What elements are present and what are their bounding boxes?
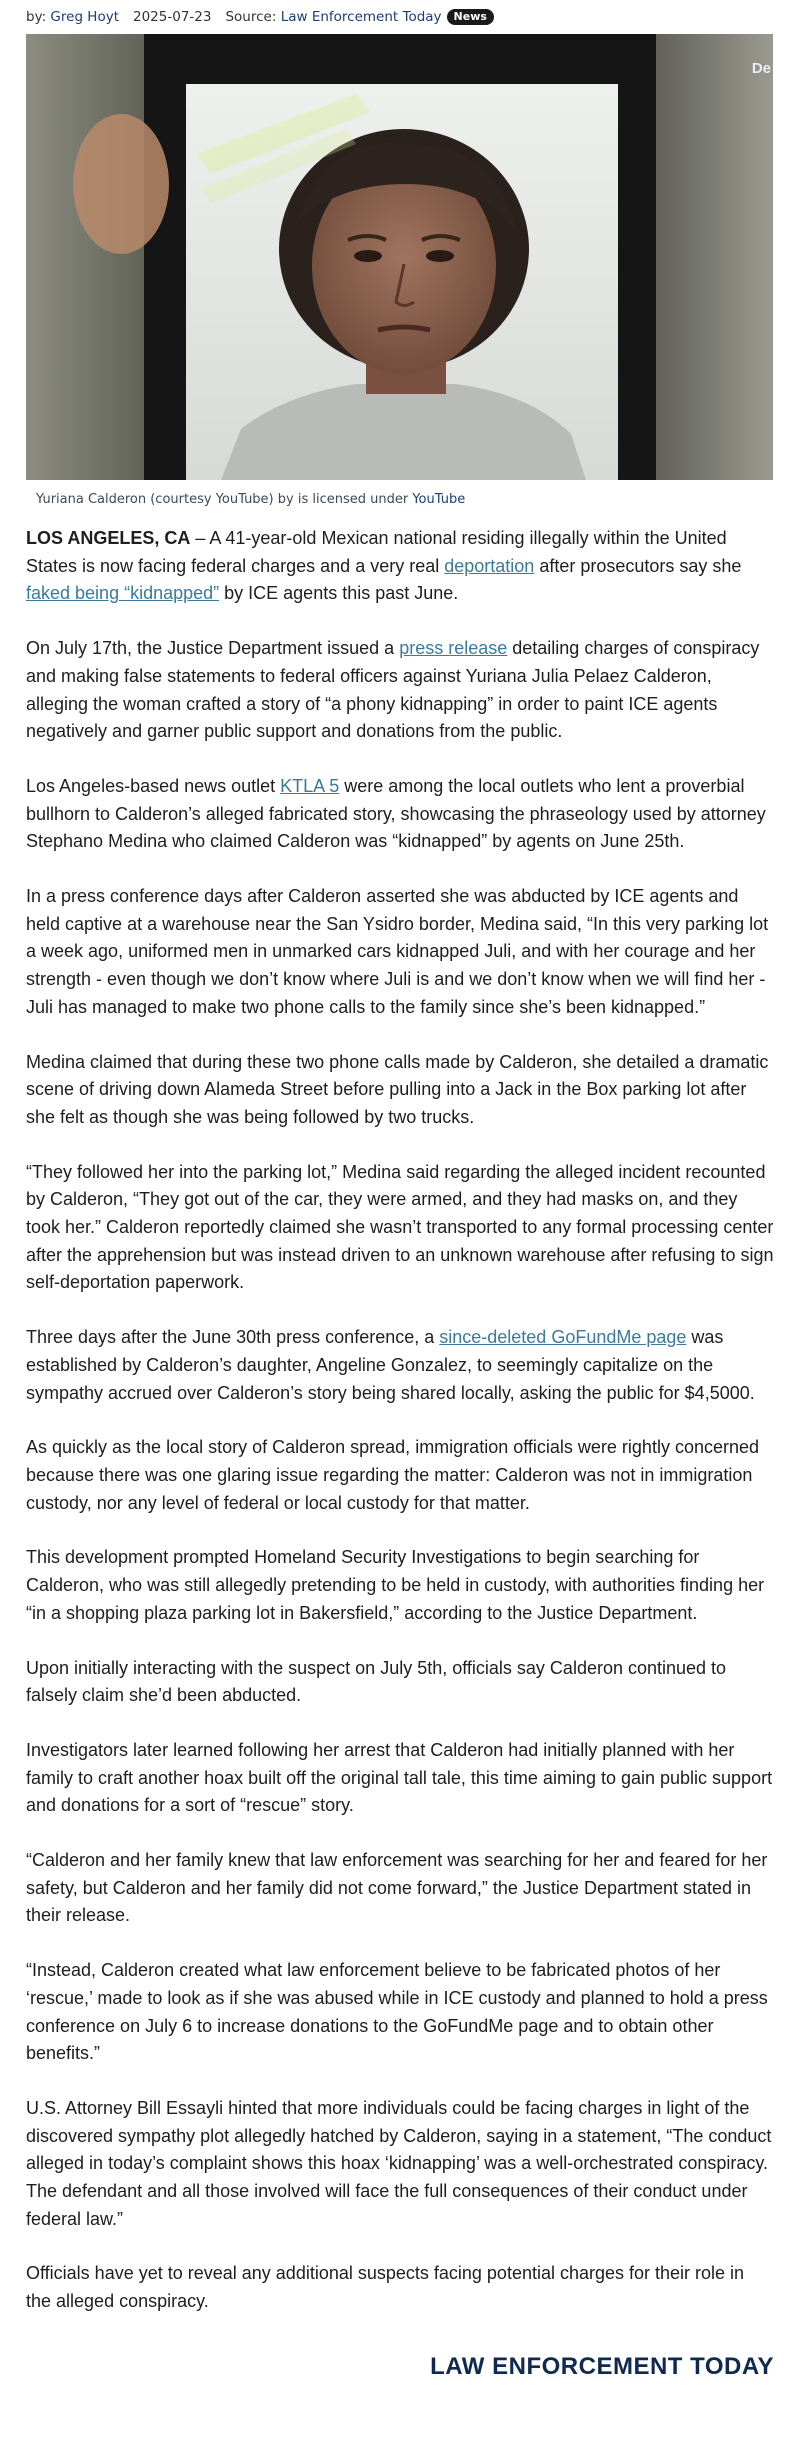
paragraph-2 bbox=[26, 635, 774, 746]
faked-kidnapped-link[interactable]: faked being “kidnapped” bbox=[26, 583, 220, 604]
byline-bar bbox=[26, 0, 774, 34]
press-release-link[interactable]: press release bbox=[399, 638, 508, 659]
paragraph-8: As quickly as the local story of Calderon spread, immigration officials were rightly concerned because there was one glaring issue regarding the matter: Calderon was not in immigration custody, nor any level of federal or local custody for that matter. bbox=[26, 1437, 759, 1513]
p3-text-1: Los Angeles-based news outlet bbox=[26, 775, 281, 796]
caption-subject: Yuriana Calderon (courtesy YouTube) bbox=[36, 492, 274, 507]
p7-text-1: Three days after the June 30th press conference, a bbox=[26, 1327, 440, 1348]
paragraph-13: “Instead, Calderon created what law enforcement believe to be fabricated photos of her ‘rescue,’ made to look as if she was abused while in ICE custody and planned to hold a press conference on July 6 to increase donations to the GoFundMe page and to obtain other benefits.” bbox=[26, 1960, 768, 2064]
publish-date: 2025-07-23 bbox=[133, 9, 212, 25]
p7-text-2: was established by Calderon’s daughter, Angeline Gonzalez, to seemingly capitalize on the sympathy accrued over Calderon’s story being shared locally, asking the public for $4,5000. bbox=[26, 1327, 755, 1403]
author-link[interactable]: Greg Hoyt bbox=[50, 9, 119, 25]
paragraph-11: Investigators later learned following her arrest that Calderon had initially planned with her family to craft another hoax built off the original tall tale, this time aiming to gain public support and donations for a sort of “rescue” story. bbox=[26, 1739, 773, 1816]
image-caption bbox=[26, 480, 774, 518]
dateline: LOS ANGELES, CA bbox=[26, 528, 191, 548]
news-badge: News bbox=[447, 9, 494, 25]
deportation-link[interactable]: deportation bbox=[444, 555, 535, 576]
paragraph-5: Medina claimed that during these two phone calls made by Calderon, she detailed a dramatic scene of driving down Alameda Street before pulling into a Jack in the Box parking lot after she felt as though she was being followed by two trucks. bbox=[26, 1051, 769, 1127]
p1-text-3: by ICE agents this past June. bbox=[219, 583, 459, 604]
source-label: Source: bbox=[225, 9, 277, 25]
p1-text-2: after prosecutors say she bbox=[534, 555, 742, 576]
p2-text-2: detailing charges of conspiracy and making false statements to federal officers against Yuriana Julia Pelaez Calderon, alleging the woman crafted a story of “a phony kidnapping” in order to paint ICE agents negatively and garner public support and donations from the public. bbox=[26, 638, 760, 742]
paragraph-1 bbox=[26, 525, 774, 608]
paragraph-3 bbox=[26, 773, 774, 856]
article-body bbox=[26, 518, 774, 2316]
paragraph-14: U.S. Attorney Bill Essayli hinted that more individuals could be facing charges in light of the discovered sympathy plot allegedly hatched by Calderon, saying in a statement, “The conduct alleged in today’s complaint shows this hoax ‘kidnapping’ was a well-orchestrated conspiracy. The defendant and all those involved will face the full consequences of their conduct under federal law.” bbox=[26, 2097, 772, 2229]
source-link[interactable]: Law Enforcement Today bbox=[280, 9, 442, 25]
paragraph-10: Upon initially interacting with the suspect on July 5th, officials say Calderon continued to falsely claim she’d been abducted. bbox=[26, 1657, 727, 1706]
hero-corner-text: De bbox=[751, 60, 771, 77]
paragraph-6: “They followed her into the parking lot,” Medina said regarding the alleged incident recounted by Calderon, “They got out of the car, they were armed, and they had masks on, and they took her.” Calderon reportedly claimed she wasn’t transported to any formal processing center after the apprehension but was instead driven to an unknown warehouse after refusing to sign self-deportation paperwork. bbox=[26, 1161, 774, 1293]
by-label: by: bbox=[26, 9, 47, 25]
paragraph-15: Officials have yet to reveal any additional suspects facing potential charges for their role in the alleged conspiracy. bbox=[26, 2263, 745, 2312]
publisher-logo: LAW ENFORCEMENT TODAY bbox=[430, 2352, 774, 2380]
paragraph-4: In a press conference days after Calderon asserted she was abducted by ICE agents and held captive at a warehouse near the San Ysidro border, Medina said, “In this very parking lot a week ago, uniformed men in unmarked cars kidnapped Juli, and with her courage and her strength - even though we don’t know where Juli is and we don’t know when we will find her - Juli has managed to make two phone calls to the family since she’s been kidnapped.” bbox=[26, 886, 769, 1017]
paragraph-12: “Calderon and her family knew that law enforcement was searching for her and feared for her safety, but Calderon and her family did not come forward,” the Justice Department stated in their release. bbox=[26, 1850, 768, 1926]
paragraph-9: This development prompted Homeland Security Investigations to begin searching for Calderon, who was still allegedly pretending to be held in custody, with authorities finding her “in a shopping plaza parking lot in Bakersfield,” according to the Justice Department. bbox=[26, 1547, 765, 1623]
ktla-link[interactable]: KTLA 5 bbox=[280, 775, 340, 796]
caption-license-link[interactable]: YouTube bbox=[412, 492, 466, 507]
caption-middle: by is licensed under bbox=[277, 492, 409, 507]
hero-image bbox=[26, 34, 773, 480]
p3-text-2: were among the local outlets who lent a proverbial bullhorn to Calderon’s alleged fabricated story, showcasing the phraseology used by attorney Stephano Medina who claimed Calderon was “kidnapped” by agents on June 25th. bbox=[26, 775, 766, 852]
p1-text-1: – A 41-year-old Mexican national residing illegally within the United States is now facing federal charges and a very real bbox=[26, 528, 727, 576]
paragraph-7 bbox=[26, 1324, 774, 1407]
hero-photo-illustration bbox=[26, 34, 773, 480]
gofundme-link[interactable]: since-deleted GoFundMe page bbox=[439, 1327, 687, 1348]
p2-text-1: On July 17th, the Justice Department issued a bbox=[26, 638, 400, 659]
